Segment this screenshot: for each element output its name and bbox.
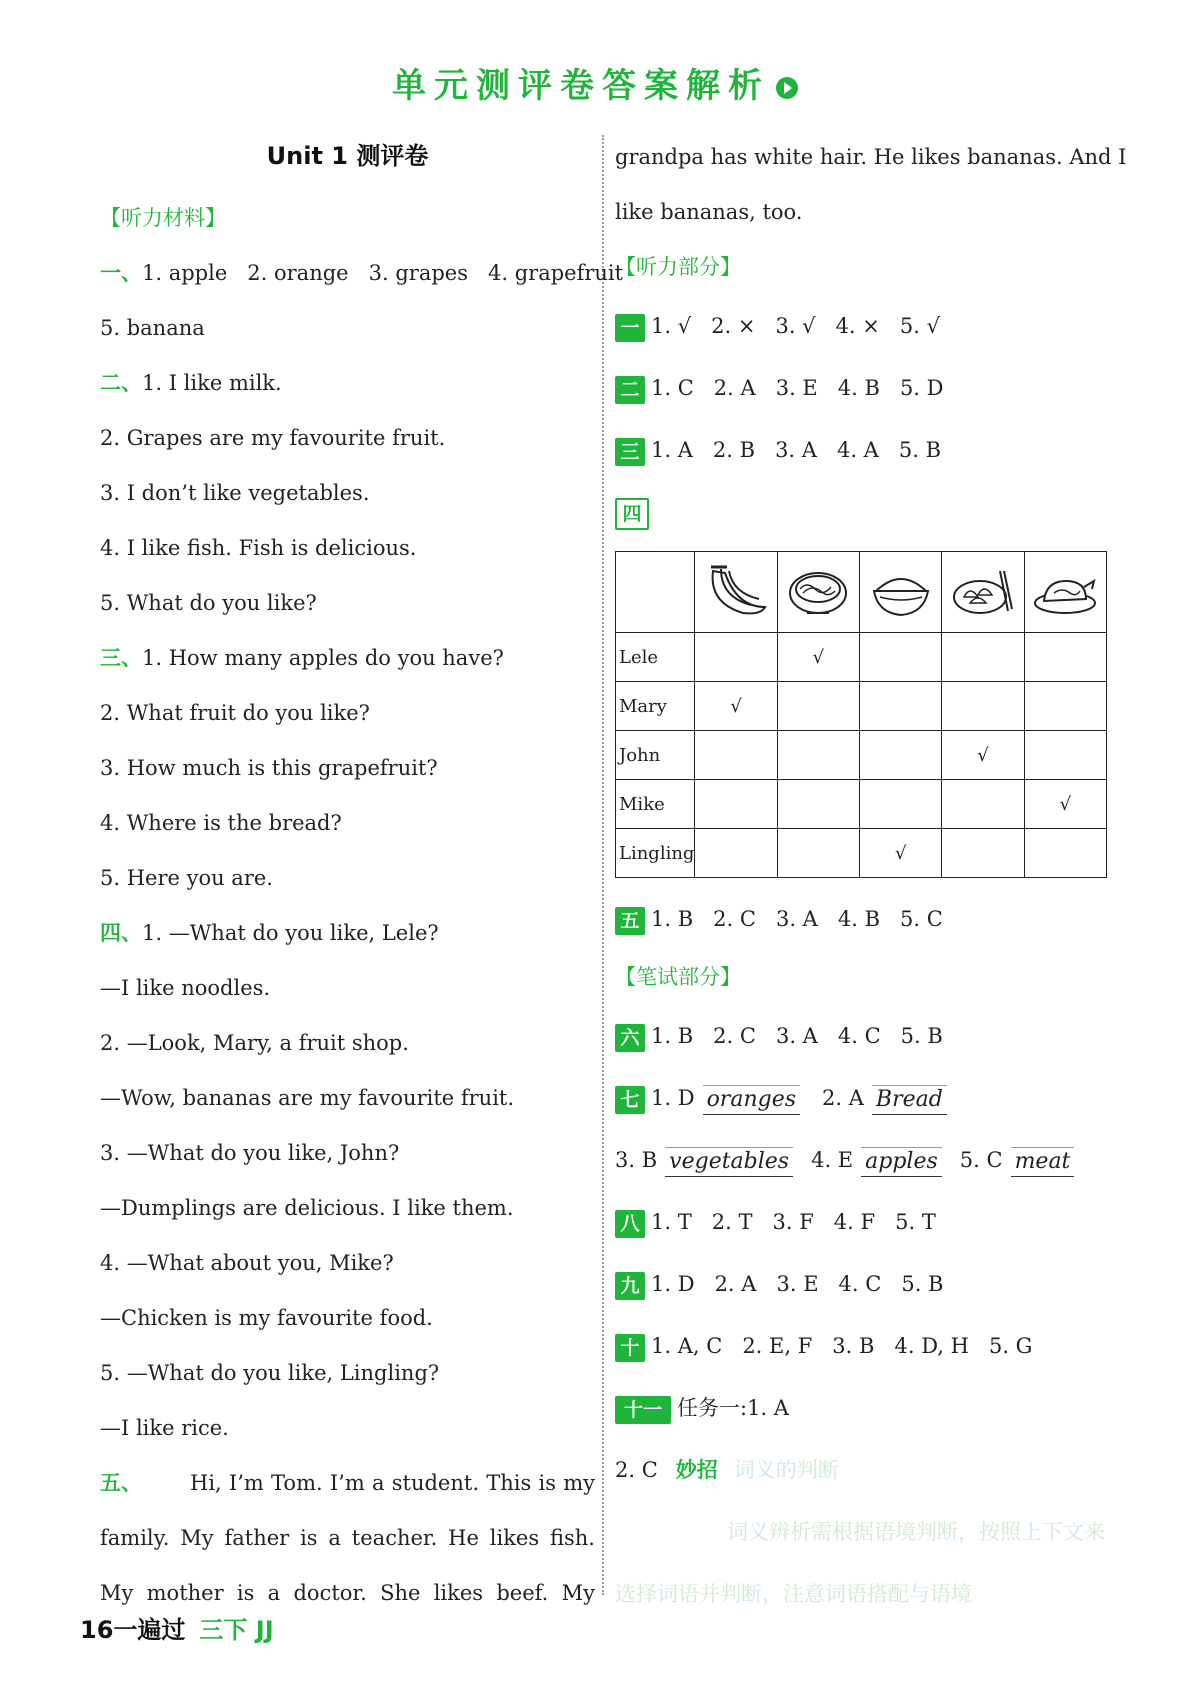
table-cell: √	[777, 633, 859, 682]
table-row	[616, 829, 1107, 878]
answer-badge-10: 十	[615, 1334, 645, 1362]
rice-picture-cell	[860, 552, 942, 633]
page-footer	[80, 1610, 274, 1645]
answer-badge-3: 三	[615, 438, 645, 466]
dumplings-icon	[950, 563, 1016, 621]
table-cell	[777, 731, 859, 780]
table-cell	[777, 780, 859, 829]
brand-name: 一遍过	[113, 1616, 186, 1644]
banner-title: 单元测评卷答案解析	[392, 66, 770, 106]
answer-5: 1. B 2. C 3. A 4. B 5. C	[651, 907, 943, 931]
handwritten-answer: meat	[1011, 1147, 1075, 1177]
answer-badge-5: 五	[615, 907, 645, 935]
table-cell	[860, 633, 942, 682]
s2-line: 3. I don’t like vegetables.	[100, 481, 370, 505]
rice-bowl-icon	[868, 563, 934, 621]
section-number-1: 一、	[100, 261, 142, 285]
faded-text: 选择词语并判断，注意词语搭配与语境	[615, 1582, 972, 1606]
table-cell	[860, 682, 942, 731]
table-cell	[777, 829, 859, 878]
handwritten-answer: vegetables	[665, 1147, 793, 1177]
s4-line: —Wow, bananas are my favourite fruit.	[100, 1086, 515, 1110]
answer-6: 1. B 2. C 3. A 4. C 5. B	[651, 1024, 943, 1048]
row-name: John	[616, 731, 695, 780]
s5-continued-line: grandpa has white hair. He likes bananas. And I	[615, 145, 1127, 169]
answer-11: 任务一:1. A	[677, 1396, 789, 1420]
row-name: Mike	[616, 780, 695, 829]
page-banner	[0, 58, 1190, 107]
chicken-picture-cell	[1024, 552, 1106, 633]
answer-2: 1. C 2. A 3. E 4. B 5. D	[651, 376, 944, 400]
table-cell	[860, 731, 942, 780]
table-cell: √	[695, 682, 777, 731]
section-label-writing: 【笔试部分】	[615, 965, 741, 989]
s4-line: —Chicken is my favourite food.	[100, 1306, 433, 1330]
noodles-icon	[785, 563, 851, 621]
table-header-row	[616, 552, 1107, 633]
table-cell	[1024, 731, 1106, 780]
s4-line: 5. —What do you like, Lingling?	[100, 1361, 440, 1385]
table-cell: √	[860, 829, 942, 878]
chicken-icon	[1032, 563, 1098, 621]
dumplings-picture-cell	[942, 552, 1024, 633]
table-cell	[942, 829, 1024, 878]
answer-badge-7: 七	[615, 1086, 645, 1114]
answer-1: 1. √ 2. × 3. √ 4. × 5. √	[651, 314, 940, 338]
row-name: Lingling	[616, 829, 695, 878]
row-name: Mary	[616, 682, 695, 731]
s4-line: 2. —Look, Mary, a fruit shop.	[100, 1031, 409, 1055]
section-number-4: 四、	[100, 921, 142, 945]
s3-line: 1. How many apples do you have?	[142, 646, 504, 670]
table-row	[616, 731, 1107, 780]
row-name: Lele	[616, 633, 695, 682]
section-number-3: 三、	[100, 646, 142, 670]
s4-line: 4. —What about you, Mike?	[100, 1251, 394, 1275]
answer-badge-8: 八	[615, 1210, 645, 1238]
table-cell	[942, 633, 1024, 682]
table-row	[616, 780, 1107, 829]
answer-badge-9: 九	[615, 1272, 645, 1300]
s4-line: 1. —What do you like, Lele?	[142, 921, 439, 945]
s4-line: —I like rice.	[100, 1416, 229, 1440]
s2-line: 2. Grapes are my favourite fruit.	[100, 426, 446, 450]
answer-11-continued: 2. C	[615, 1458, 658, 1482]
left-column	[100, 130, 624, 1621]
s5-line: Hi, I’m Tom. I’m a student. This is my	[190, 1471, 595, 1495]
table-row	[616, 682, 1107, 731]
answer-7-prefix: 1. D	[651, 1086, 695, 1110]
answer-10: 1. A, C 2. E, F 3. B 4. D, H 5. G	[651, 1334, 1033, 1358]
s5-line: family. My father is a teacher. He likes fish.	[100, 1526, 595, 1550]
s1-line-2: 5. banana	[100, 316, 205, 340]
handwritten-answer: oranges	[703, 1085, 800, 1115]
s3-line: 5. Here you are.	[100, 866, 273, 890]
s3-line: 4. Where is the bread?	[100, 811, 342, 835]
table-cell: √	[1024, 780, 1106, 829]
tip-label: 妙招	[675, 1458, 718, 1482]
banana-picture-cell	[695, 552, 777, 633]
faded-text: 词义辨析需根据语境判断，按照上下文来	[727, 1520, 1105, 1544]
answer-7-prefix: 2. A	[822, 1086, 864, 1110]
answer-7-prefix: 4. E	[811, 1148, 854, 1172]
banana-icon	[703, 563, 769, 621]
answer-9: 1. D 2. A 3. E 4. C 5. B	[651, 1272, 944, 1296]
page-number: 16	[80, 1616, 114, 1644]
table-cell	[695, 633, 777, 682]
table-cell	[942, 682, 1024, 731]
handwritten-answer: Bread	[872, 1085, 947, 1115]
section-label-listening: 【听力部分】	[615, 255, 741, 279]
table-cell	[695, 780, 777, 829]
answer-badge-6: 六	[615, 1024, 645, 1052]
answer-badge-4: 四	[615, 498, 649, 530]
s1-line-1: 1. apple 2. orange 3. grapes 4. grapefruit	[142, 261, 624, 285]
table-cell: √	[942, 731, 1024, 780]
answer-7-prefix: 5. C	[959, 1148, 1003, 1172]
s3-line: 2. What fruit do you like?	[100, 701, 370, 725]
s4-line: —I like noodles.	[100, 976, 271, 1000]
table-row	[616, 633, 1107, 682]
table-cell	[942, 780, 1024, 829]
s2-line: 5. What do you like?	[100, 591, 317, 615]
table-cell	[1024, 633, 1106, 682]
table-cell	[695, 829, 777, 878]
faded-text: 词义的判断	[733, 1458, 839, 1482]
table-cell	[1024, 829, 1106, 878]
food-preference-table	[615, 551, 1107, 878]
grade-label: 三下 JJ	[199, 1616, 274, 1644]
section-label-listening-material: 【听力材料】	[100, 206, 226, 230]
answer-8: 1. T 2. T 3. F 4. F 5. T	[651, 1210, 936, 1234]
s5-continued-line: like bananas, too.	[615, 200, 803, 224]
s5-line: My mother is a doctor. She likes beef. My	[100, 1581, 595, 1605]
table-cell	[777, 682, 859, 731]
handwritten-answer: apples	[861, 1147, 942, 1177]
table-corner-cell	[616, 552, 695, 633]
table-cell	[860, 780, 942, 829]
right-column	[615, 130, 1127, 1625]
noodles-picture-cell	[777, 552, 859, 633]
answer-badge-2: 二	[615, 376, 645, 404]
s4-line: 3. —What do you like, John?	[100, 1141, 400, 1165]
s2-line: 1. I like milk.	[142, 371, 282, 395]
table-cell	[695, 731, 777, 780]
section-number-2: 二、	[100, 371, 142, 395]
section-number-5: 五、	[100, 1471, 142, 1495]
column-divider	[602, 135, 604, 1595]
play-icon	[776, 77, 798, 99]
answer-badge-11: 十一	[615, 1396, 671, 1424]
s4-line: —Dumplings are delicious. I like them.	[100, 1196, 514, 1220]
table-cell	[1024, 682, 1106, 731]
s3-line: 3. How much is this grapefruit?	[100, 756, 438, 780]
answer-7-prefix: 3. B	[615, 1148, 658, 1172]
unit-title: Unit 1 测评卷	[266, 142, 429, 170]
answer-3: 1. A 2. B 3. A 4. A 5. B	[651, 438, 942, 462]
s2-line: 4. I like fish. Fish is delicious.	[100, 536, 417, 560]
answer-badge-1: 一	[615, 314, 645, 342]
